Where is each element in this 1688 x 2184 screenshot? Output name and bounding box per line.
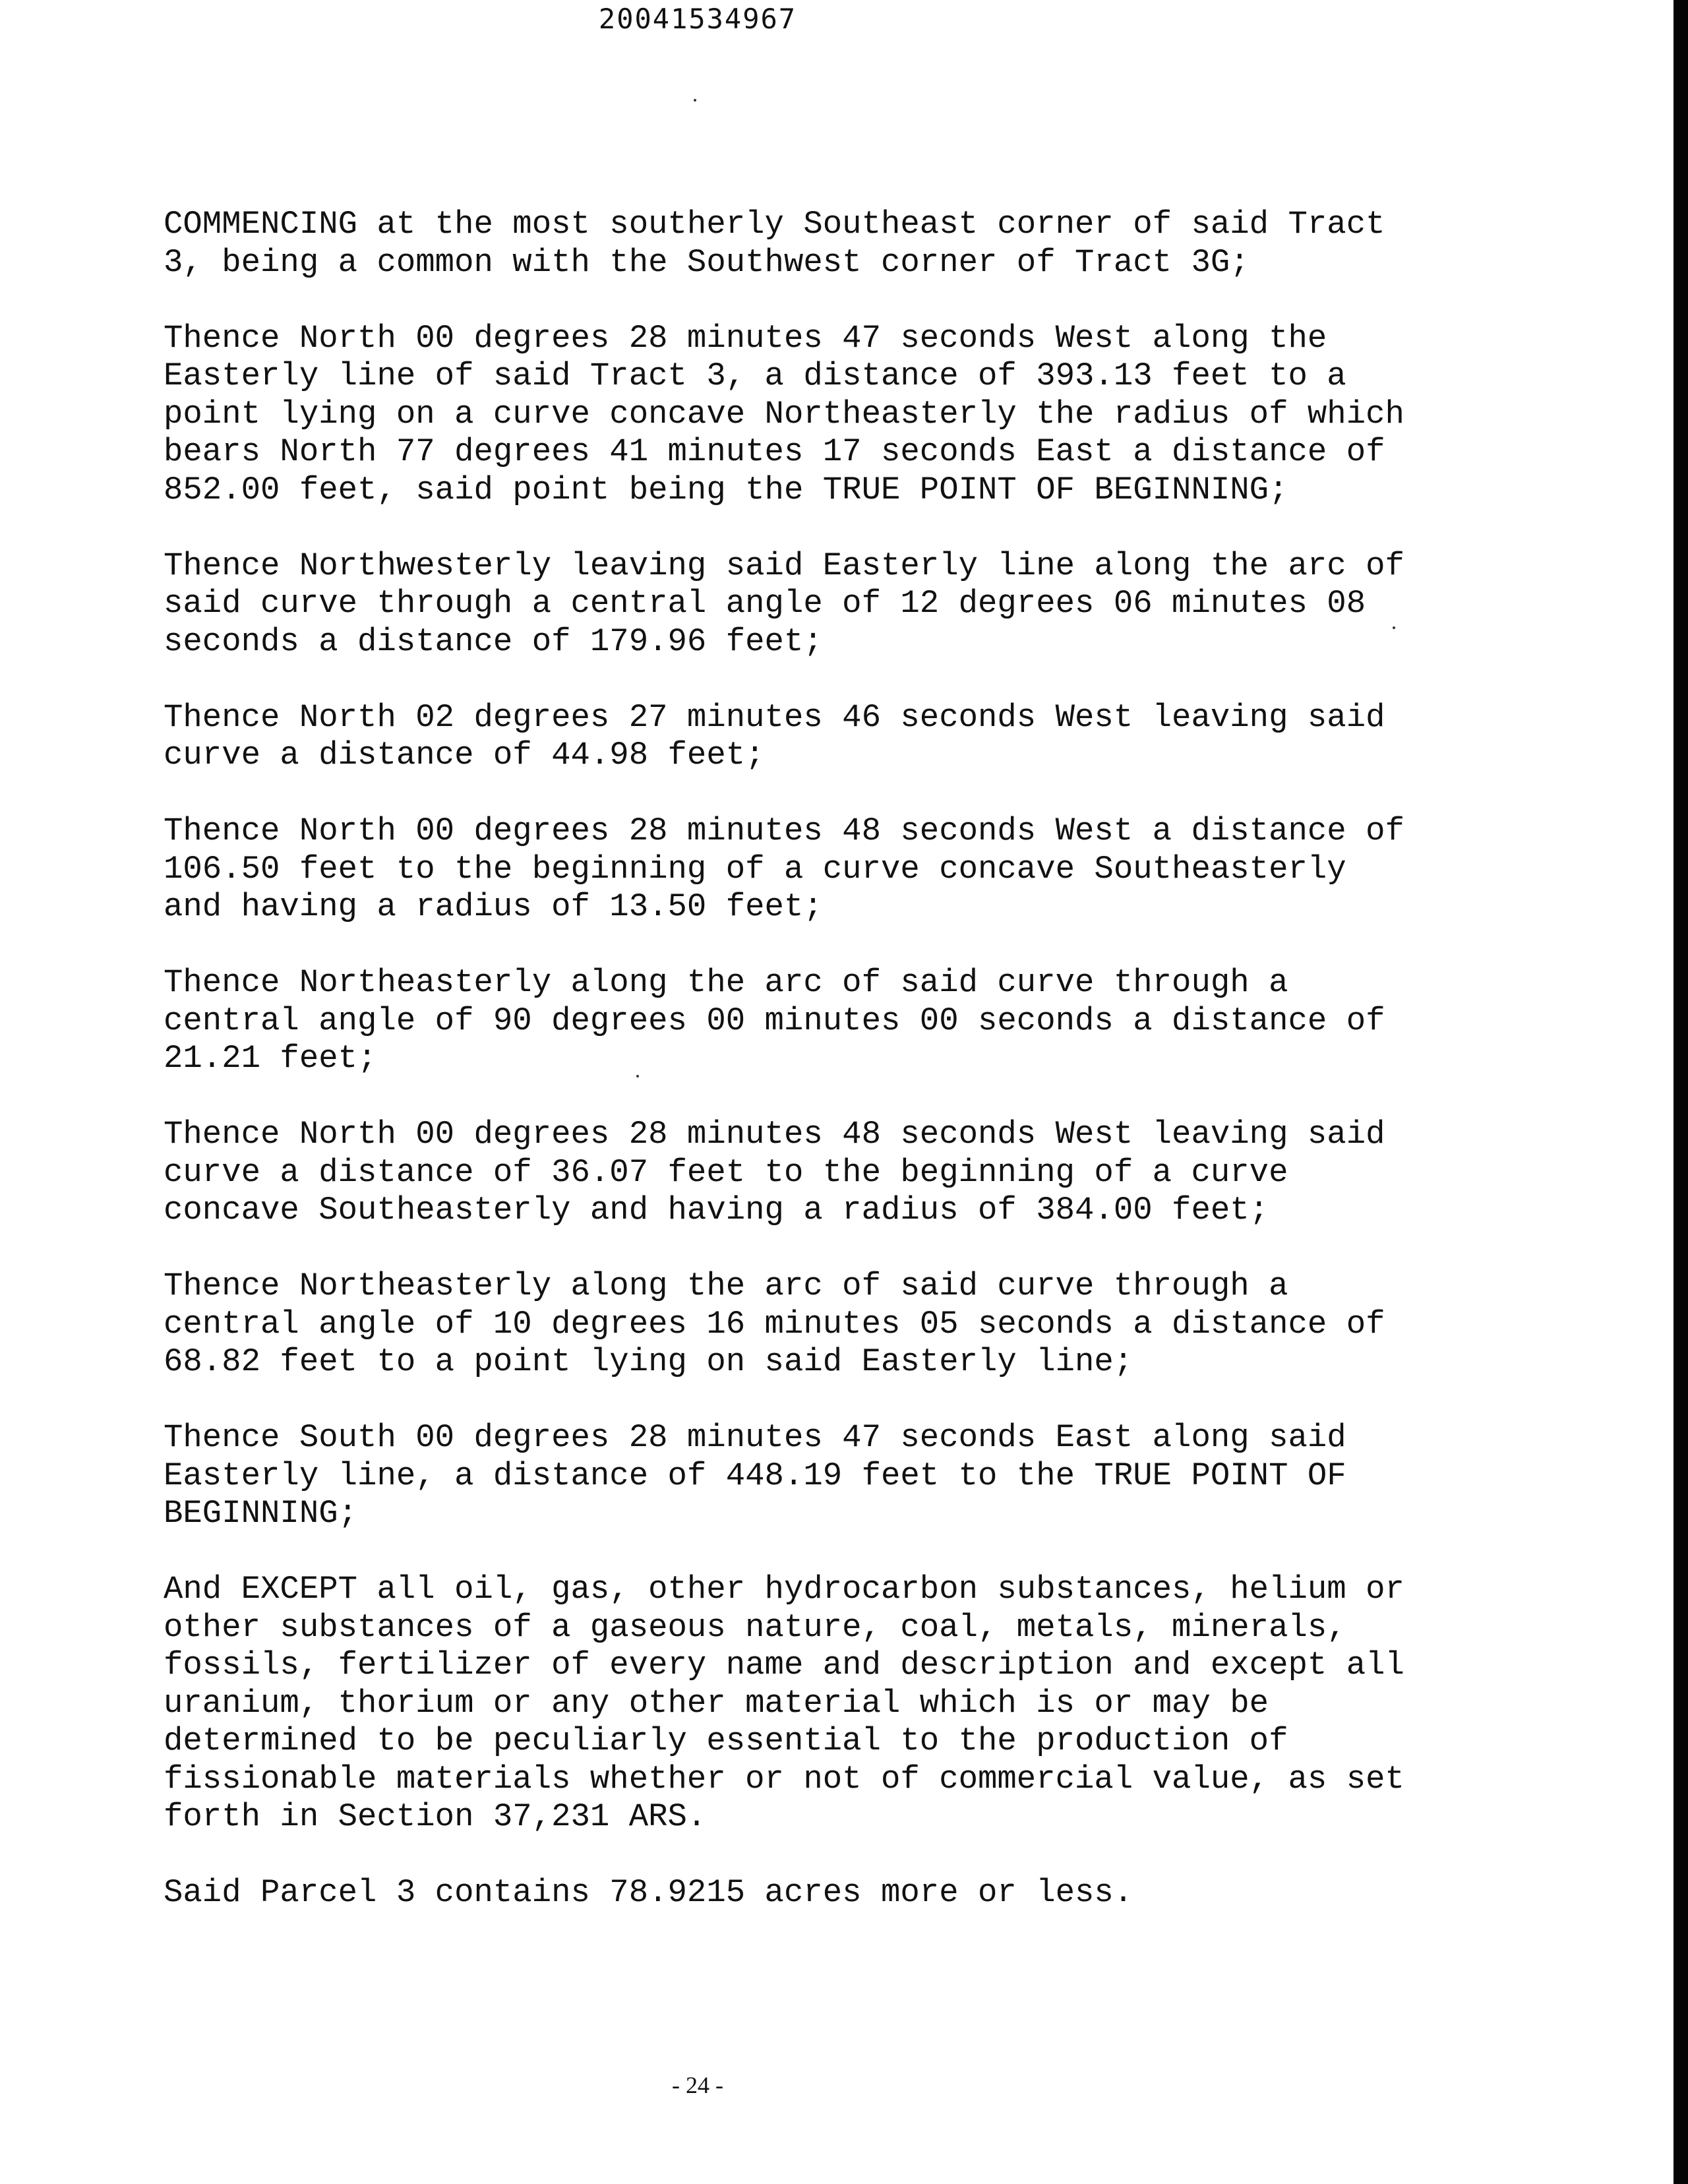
document-number: 20041534967 (598, 3, 797, 35)
paragraph-course-1: Thence North 00 degrees 28 minutes 47 seconds West along the Easterly line of said Tract 3, a distance of 393.13 feet to a point lying on a curve concave Northeasterly the radius of which bears North 77 degrees 41 minutes 17 seconds East a distance of 852.00 feet, said point being the TRUE POINT OF BEGINNING; (164, 319, 1404, 508)
paragraph-course-7: Thence Northeasterly along the arc of said curve through a central angle of 10 degrees 16 minutes 05 seconds a distance of 68.82 feet to a point lying on said Easterly line; (164, 1267, 1385, 1380)
paragraph-course-2: Thence Northwesterly leaving said Easterly line along the arc of said curve through a central angle of 12 degrees 06 minutes 08 seconds a distance of 179.96 feet; (164, 547, 1404, 660)
scan-speck (636, 1075, 639, 1077)
paragraph-course-3: Thence North 02 degrees 27 minutes 46 seconds West leaving said curve a distance of 44.98 feet; (164, 698, 1385, 774)
paragraph-commencing: COMMENCING at the most southerly Southeast corner of said Tract 3, being a common with the Southwest corner of Tract 3G; (164, 206, 1385, 281)
paragraph-exception: And EXCEPT all oil, gas, other hydrocarbon substances, helium or other substances of a gaseous nature, coal, metals, minerals, fossils, fertilizer of every name and description and except all uranium, thorium or any other material which is or may be determined to be peculiarly essential to the production of fissionable materials whether or not of commercial value, as set forth in Section 37,231 ARS. (164, 1571, 1404, 1835)
paragraph-course-6: Thence North 00 degrees 28 minutes 48 seconds West leaving said curve a distance of 36.07 feet to the beginning of a curve concave Southeasterly and having a radius of 384.00 feet; (164, 1116, 1385, 1228)
scan-speck (1393, 626, 1395, 629)
paragraph-course-4: Thence North 00 degrees 28 minutes 48 seconds West a distance of 106.50 feet to the beginning of a curve concave Southeasterly and having a radius of 13.50 feet; (164, 812, 1404, 925)
page-number: - 24 - (672, 2072, 723, 2098)
legal-description-body (164, 206, 1482, 1950)
scan-speck (694, 99, 696, 102)
paragraph-course-8: Thence South 00 degrees 28 minutes 47 seconds East along said Easterly line, a distance of 448.19 feet to the TRUE POINT OF BEGINNING; (164, 1419, 1346, 1532)
scan-edge-bar (1673, 0, 1688, 2184)
paragraph-acreage: Said Parcel 3 contains 78.9215 acres more or less. (164, 1874, 1133, 1911)
paragraph-course-5: Thence Northeasterly along the arc of said curve through a central angle of 90 degrees 00 minutes 00 seconds a distance of 21.21 feet; (164, 964, 1385, 1077)
